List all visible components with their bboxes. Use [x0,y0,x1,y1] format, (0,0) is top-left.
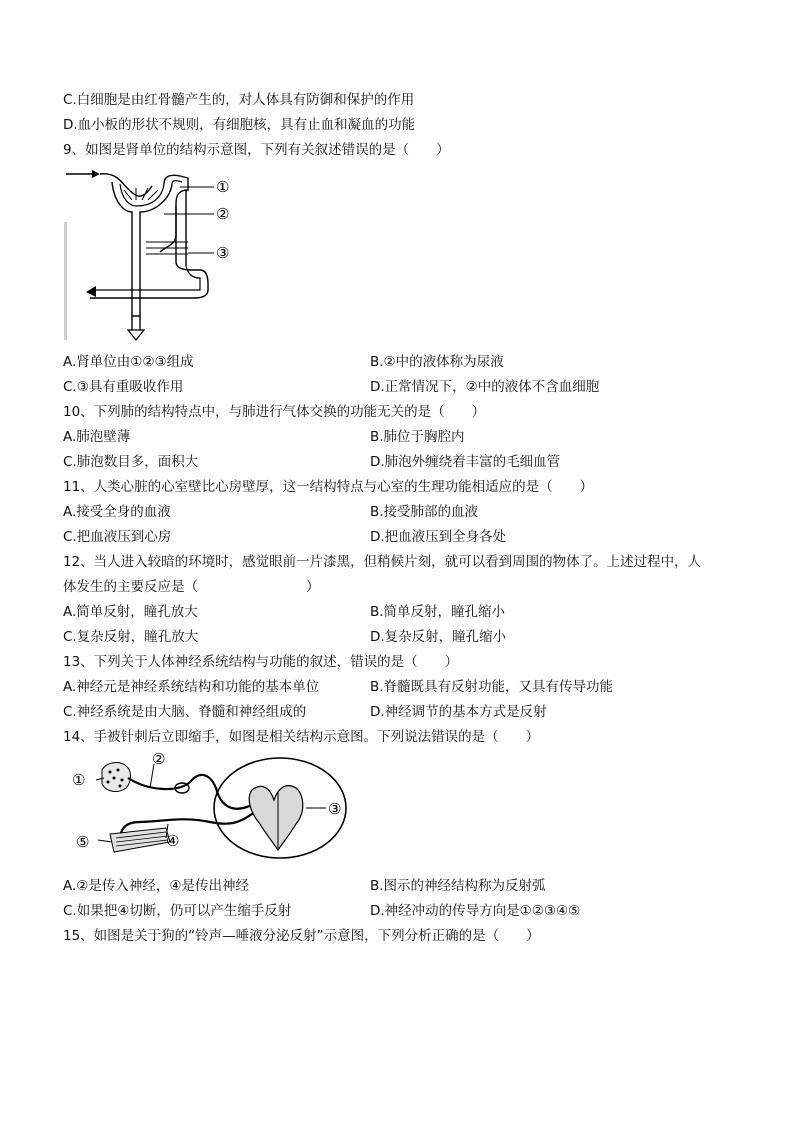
q14-option-b: B.图示的神经结构称为反射弧 [370,878,546,894]
q11-option-a: A.接受全身的血液 [63,504,171,520]
q12-option-c: C.复杂反射，瞳孔放大 [63,629,199,645]
reflex-label-4: ④ [166,832,180,850]
q11-option-b: B.接受肺部的血液 [370,504,479,520]
q14-option-c: C.如果把④切断，仍可以产生缩手反射 [63,903,292,919]
q14-stem: 14、手被针刺后立即缩手，如图是相关结构示意图。下列说法错误的是（ ） [63,729,540,745]
q12-option-a: A.简单反射，瞳孔放大 [63,604,198,620]
q9-stem: 9、如图是肾单位的结构示意图，下列有关叙述错误的是（ ） [63,142,450,158]
reflex-label-2: ② [152,752,166,768]
q9-option-b: B.②中的液体称为尿液 [370,354,504,370]
q11-option-c: C.把血液压到心房 [63,529,172,545]
reflex-label-5: ⑤ [76,833,90,851]
q10-option-b: B.肺位于胸腔内 [370,429,465,445]
q12-stem-line2: 体发生的主要反应是（ ） [63,579,320,595]
q8-option-c: C.白细胞是由红骨髓产生的，对人体具有防御和保护的作用 [63,92,415,108]
reflex-label-3: ③ [328,800,342,818]
nephron-label-1: ① [216,178,230,196]
q15-stem: 15、如图是关于狗的“铃声—唾液分泌反射”示意图，下列分析正确的是（ ） [63,928,540,944]
nephron-label-2: ② [216,205,230,223]
q13-option-d: D.神经调节的基本方式是反射 [370,704,547,720]
q11-option-d: D.把血液压到全身各处 [370,529,507,545]
effector-muscle [110,828,170,852]
nephron-diagram [60,166,270,346]
reflex-label-1: ① [72,771,86,789]
q10-stem: 10、下列肺的结构特点中，与肺进行气体交换的功能无关的是（ ） [63,404,486,420]
q11-stem: 11、人类心脏的心室壁比心房壁厚，这一结构特点与心室的生理功能相适应的是（ ） [63,479,594,495]
q8-option-d: D.血小板的形状不规则，有细胞核，具有止血和凝血的功能 [63,117,416,133]
q12-option-b: B.简单反射，瞳孔缩小 [370,604,506,620]
q9-option-d: D.正常情况下，②中的液体不含血细胞 [370,379,600,395]
q14-option-a: A.②是传入神经，④是传出神经 [63,878,249,894]
q10-option-c: C.肺泡数目多，面积大 [63,454,199,470]
q13-option-b: B.脊髓既具有反射功能，又具有传导功能 [370,679,614,695]
q9-option-a: A.肾单位由①②③组成 [63,354,194,370]
q14-option-d: D.神经冲动的传导方向是①②③④⑤ [370,903,581,919]
q12-stem-line1: 12、当人进入较暗的环境时，感觉眼前一片漆黑，但稍候片刻，就可以看到周围的物体了。上述过程中，人 [63,554,702,570]
q9-option-c: C.③具有重吸收作用 [63,379,184,395]
q13-option-a: A.神经元是神经系统结构和功能的基本单位 [63,679,320,695]
reflex-arc-diagram [70,752,360,862]
q10-option-a: A.肺泡壁薄 [63,429,131,445]
q13-stem: 13、下列关于人体神经系统结构与功能的叙述，错误的是（ ） [63,654,459,670]
receptor-skin [102,763,131,792]
q10-option-d: D.肺泡外缠绕着丰富的毛细血管 [370,454,561,470]
q12-option-d: D.复杂反射，瞳孔缩小 [370,629,507,645]
nephron-label-3: ③ [216,244,230,262]
q13-option-c: C.神经系统是由大脑、脊髓和神经组成的 [63,704,307,720]
